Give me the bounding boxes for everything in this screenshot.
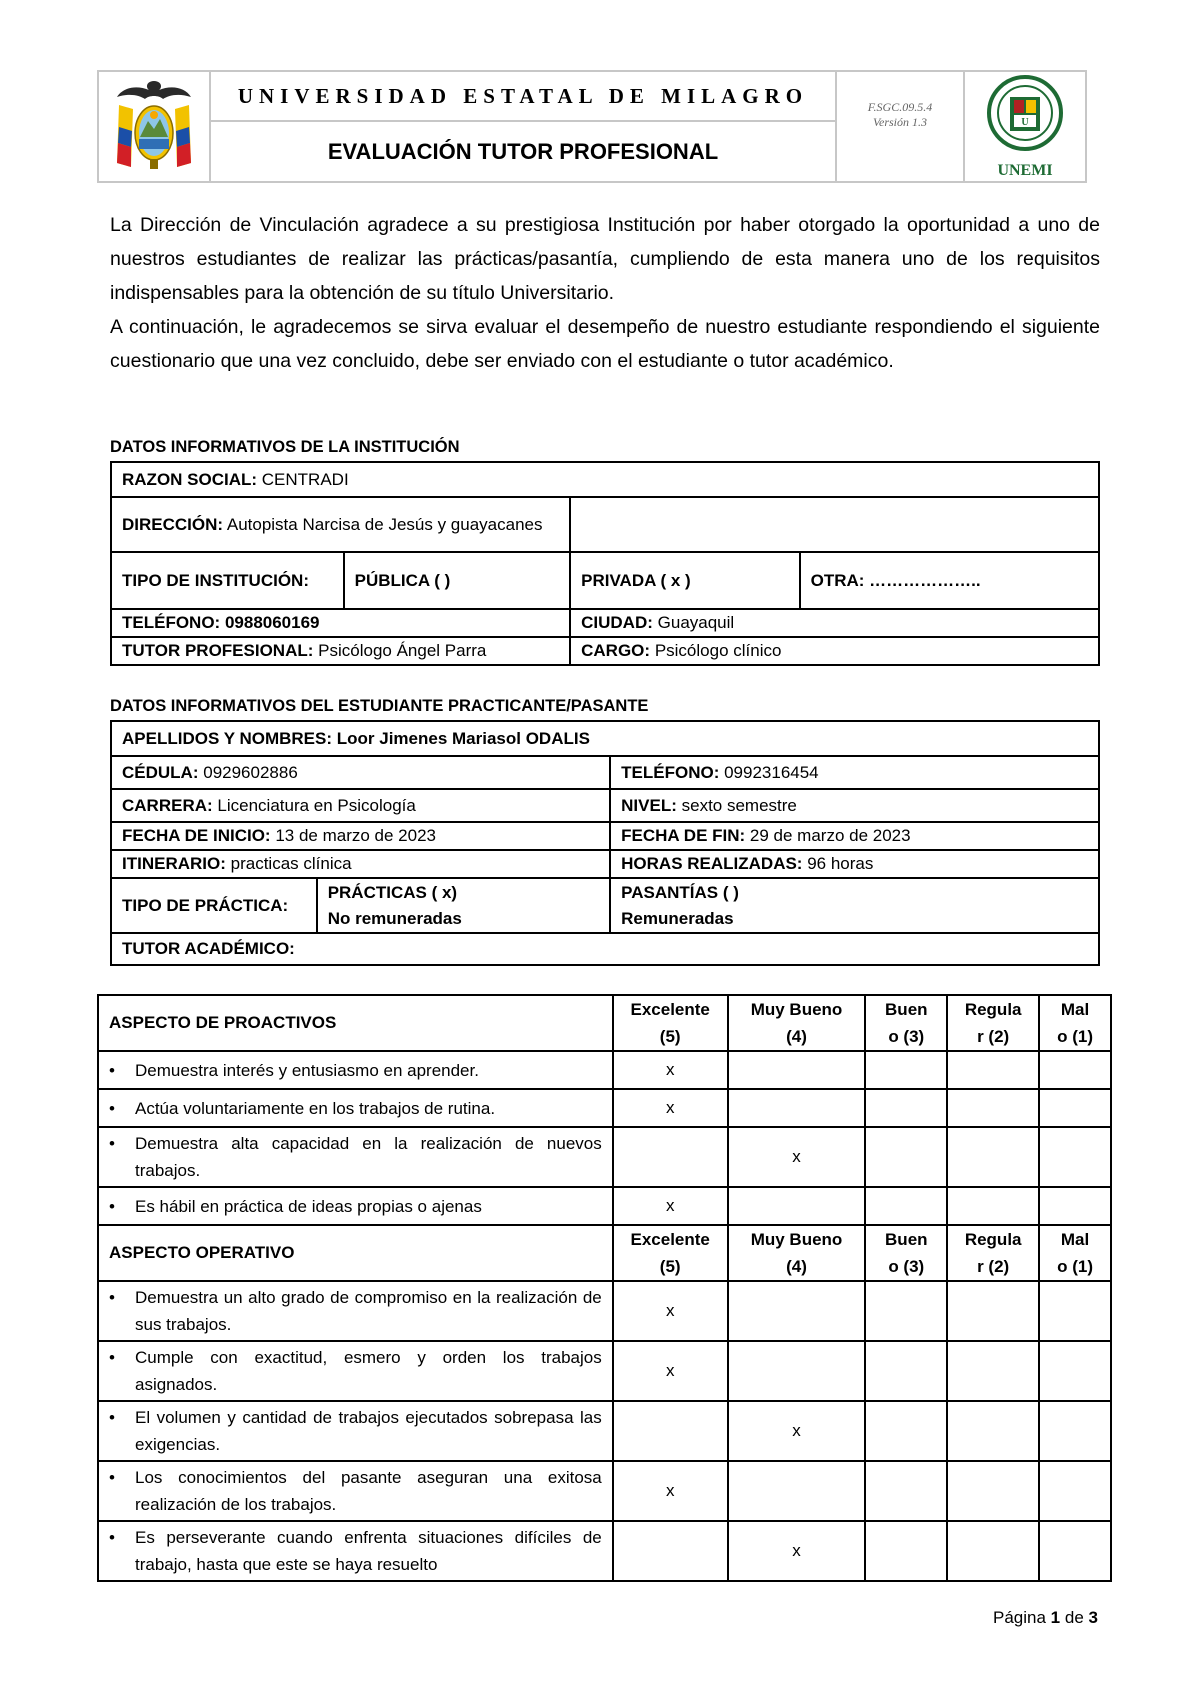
rating-muy-bueno-cell[interactable] [728, 1461, 866, 1521]
criterion-cell [98, 1461, 613, 1521]
itinerario-value: practicas clínica [230, 854, 352, 873]
criterion-text: El volumen y cantidad de trabajos ejecutados sobrepasa las exigencias. [135, 1408, 602, 1454]
rating-mark: x [665, 1060, 675, 1079]
fecha-fin-cell [610, 822, 1099, 850]
header-muy-bueno-label: Muy Bueno [750, 1000, 843, 1019]
rating-mark: x [665, 1196, 675, 1215]
pasantias-cell [610, 878, 1099, 933]
page-total: 3 [1088, 1608, 1098, 1627]
cargo-label: CARGO: [581, 641, 651, 660]
header-regular [947, 1225, 1039, 1281]
otra-option: OTRA: ……………….. [810, 570, 981, 590]
doc-code-text: F.SGC.09.5.4 [867, 100, 933, 114]
header-excelente-label: Excelente [630, 1000, 710, 1019]
pasantias-sub: Remuneradas [621, 908, 734, 928]
criterion-text: Demuestra un alto grado de compromiso en la realización de sus trabajos. [135, 1288, 602, 1334]
direccion-value: Autopista Narcisa de Jesús y guayacanes [226, 514, 543, 534]
cargo-value: Psicólogo clínico [654, 641, 782, 660]
criterion-cell [98, 1401, 613, 1461]
bullet-icon: • [109, 1348, 115, 1367]
rating-excelente-cell[interactable] [613, 1187, 728, 1225]
rating-regular-cell[interactable] [947, 1521, 1039, 1581]
bullet-icon: • [109, 1408, 115, 1427]
evaluation-row [98, 1089, 1111, 1127]
rating-bueno-cell[interactable] [865, 1461, 947, 1521]
tutor-profesional-value: Psicólogo Ángel Parra [318, 641, 487, 660]
pasantias-option: PASANTÍAS ( ) [621, 882, 739, 902]
evaluation-row [98, 1051, 1111, 1089]
header-excelente-score: (5) [659, 1027, 681, 1046]
page-current: 1 [1050, 1608, 1061, 1627]
operative-title: ASPECTO OPERATIVO [98, 1225, 613, 1281]
rating-regular-cell[interactable] [947, 1051, 1039, 1089]
tipo-institucion-cell [111, 552, 344, 609]
page-of: de [1064, 1608, 1084, 1627]
rating-malo-cell[interactable] [1039, 1089, 1111, 1127]
rating-bueno-cell[interactable] [865, 1127, 947, 1187]
rating-malo-cell[interactable] [1039, 1051, 1111, 1089]
rating-regular-cell[interactable] [947, 1461, 1039, 1521]
header-excelente-label: Excelente [630, 1230, 710, 1249]
fecha-inicio-value: 13 de marzo de 2023 [275, 826, 436, 845]
rating-excelente-cell[interactable] [613, 1341, 728, 1401]
nivel-cell [610, 789, 1099, 822]
ciudad-value: Guayaquil [657, 613, 735, 632]
criterion-cell [98, 1281, 613, 1341]
evaluation-row [98, 1281, 1111, 1341]
bullet-icon: • [109, 1134, 115, 1153]
institution-table [110, 461, 1100, 666]
svg-text:U: U [1021, 117, 1029, 128]
rating-regular-cell[interactable] [947, 1127, 1039, 1187]
rating-bueno-cell[interactable] [865, 1401, 947, 1461]
form-title: EVALUACIÓN TUTOR PROFESIONAL [210, 121, 836, 182]
direccion-empty-cell [570, 497, 1099, 552]
institution-section-title: DATOS INFORMATIVOS DE LA INSTITUCIÓN [110, 438, 460, 456]
header-regular-score: r (2) [977, 1027, 1010, 1046]
rating-malo-cell[interactable] [1039, 1187, 1111, 1225]
nivel-label: NIVEL: [621, 795, 677, 815]
evaluation-row [98, 1341, 1111, 1401]
header-muy-bueno-score: (4) [786, 1257, 807, 1276]
header-bueno-score: o (3) [888, 1027, 925, 1046]
doc-version-text: Versión 1.3 [873, 115, 927, 129]
rating-malo-cell[interactable] [1039, 1401, 1111, 1461]
header-muy-bueno [728, 995, 866, 1051]
privada-option: PRIVADA ( x ) [581, 570, 691, 590]
header-bueno-score: o (3) [888, 1257, 925, 1276]
fecha-inicio-cell [111, 822, 610, 850]
rating-regular-cell[interactable] [947, 1341, 1039, 1401]
rating-mark: x [792, 1541, 801, 1560]
document-header [97, 70, 1087, 183]
rating-mark: x [792, 1421, 801, 1440]
privada-cell [570, 552, 799, 609]
itinerario-label: ITINERARIO: [122, 854, 226, 873]
header-bueno-label: Buen [885, 1000, 928, 1019]
tipo-institucion-label: TIPO DE INSTITUCIÓN: [122, 570, 309, 590]
rating-mark: x [665, 1481, 675, 1500]
header-muy-bueno [728, 1225, 866, 1281]
fecha-fin-value: 29 de marzo de 2023 [749, 826, 911, 845]
coat-of-arms-logo [98, 71, 210, 182]
header-malo-label: Mal [1060, 1230, 1090, 1249]
rating-muy-bueno-cell[interactable] [728, 1187, 866, 1225]
nombres-label: APELLIDOS Y NOMBRES: [122, 728, 333, 748]
otra-cell [800, 552, 1099, 609]
rating-bueno-cell[interactable] [865, 1051, 947, 1089]
criterion-text: Es perseverante cuando enfrenta situaciones difíciles de trabajo, hasta que este se haya resuelto [135, 1528, 602, 1574]
criterion-cell [98, 1521, 613, 1581]
carrera-cell [111, 789, 610, 822]
rating-bueno-cell[interactable] [865, 1521, 947, 1581]
rating-bueno-cell[interactable] [865, 1187, 947, 1225]
student-telefono-value: 0992316454 [724, 762, 819, 782]
tutor-academico-label: TUTOR ACADÉMICO: [122, 939, 295, 958]
tipo-practica-cell [111, 878, 317, 933]
header-regular [947, 995, 1039, 1051]
cedula-label: CÉDULA: [122, 762, 199, 782]
cedula-cell [111, 756, 610, 789]
bullet-icon: • [109, 1060, 115, 1080]
header-bueno [865, 995, 947, 1051]
intro-paragraph-2: A continuación, le agradecemos se sirva evaluar el desempeño de nuestro estudiante respondiendo el siguiente cuestionario que una vez concluido, debe ser enviado con el estudiante o tutor académico. [110, 316, 1100, 372]
itinerario-cell [111, 850, 610, 878]
criterion-cell [98, 1341, 613, 1401]
rating-malo-cell[interactable] [1039, 1521, 1111, 1581]
publica-option: PÚBLICA ( ) [354, 570, 451, 590]
horas-cell [610, 850, 1099, 878]
cedula-value: 0929602886 [203, 762, 298, 782]
header-excelente [613, 995, 728, 1051]
rating-excelente-cell[interactable] [613, 1281, 728, 1341]
tutor-profesional-cell [111, 637, 570, 665]
rating-malo-cell[interactable] [1039, 1127, 1111, 1187]
institution-telefono-label: TELÉFONO: [122, 613, 221, 632]
bullet-icon: • [109, 1098, 115, 1118]
horas-value: 96 horas [807, 854, 874, 873]
header-excelente [613, 1225, 728, 1281]
rating-excelente-cell[interactable] [613, 1461, 728, 1521]
rating-muy-bueno-cell[interactable] [728, 1401, 866, 1461]
horas-label: HORAS REALIZADAS: [621, 854, 803, 873]
proactive-title: ASPECTO DE PROACTIVOS [98, 995, 613, 1051]
rating-bueno-cell[interactable] [865, 1281, 947, 1341]
student-table [110, 720, 1100, 966]
criterion-cell [98, 1051, 613, 1089]
bullet-icon: • [109, 1528, 115, 1547]
bullet-icon: • [109, 1288, 115, 1307]
unemi-seal-icon [980, 73, 1070, 171]
intro-paragraph-1: La Dirección de Vinculación agradece a su prestigiosa Institución por haber otorgado la oportunidad a uno de nuestros estudiantes de realizar las prácticas/pasantía, cumpliendo de esta manera uno de los requisitos indispensables para la obtención de su título Universitario. [110, 214, 1100, 304]
rating-mark: x [665, 1098, 675, 1117]
document-code [836, 71, 964, 182]
rating-muy-bueno-cell[interactable] [728, 1051, 866, 1089]
direccion-cell [111, 497, 570, 552]
rating-mark: x [665, 1361, 675, 1380]
rating-muy-bueno-cell[interactable] [728, 1089, 866, 1127]
razon-social-cell [111, 462, 1099, 497]
proactive-section [98, 995, 1111, 1225]
practicas-sub: No remuneradas [327, 908, 462, 928]
rating-mark: x [665, 1301, 675, 1320]
student-telefono-label: TELÉFONO: [621, 762, 720, 782]
criterion-text: Cumple con exactitud, esmero y orden los trabajos asignados. [135, 1348, 602, 1394]
rating-muy-bueno-cell[interactable] [728, 1281, 866, 1341]
tutor-profesional-label: TUTOR PROFESIONAL: [122, 641, 314, 660]
institution-telefono-cell [111, 609, 570, 637]
rating-malo-cell[interactable] [1039, 1461, 1111, 1521]
rating-excelente-cell[interactable] [613, 1127, 728, 1187]
rating-excelente-cell[interactable] [613, 1401, 728, 1461]
ecuador-coat-of-arms-icon [111, 75, 197, 173]
header-bueno [865, 1225, 947, 1281]
carrera-label: CARRERA: [122, 795, 213, 815]
header-malo-score: o (1) [1057, 1027, 1093, 1046]
criterion-text: Es hábil en práctica de ideas propias o ajenas [135, 1196, 482, 1216]
fecha-inicio-label: FECHA DE INICIO: [122, 826, 271, 845]
page-footer [993, 1608, 1098, 1628]
header-bueno-label: Buen [885, 1230, 928, 1249]
tutor-academico-cell [111, 933, 1099, 965]
evaluation-row [98, 1401, 1111, 1461]
page-label: Página [993, 1608, 1046, 1627]
bullet-icon: • [109, 1196, 115, 1216]
header-muy-bueno-score: (4) [786, 1027, 807, 1046]
criterion-text: Demuestra alta capacidad en la realización de nuevos trabajos. [135, 1134, 602, 1180]
student-section-title: DATOS INFORMATIVOS DEL ESTUDIANTE PRACTICANTE/PASANTE [110, 697, 649, 715]
cargo-cell [570, 637, 1099, 665]
rating-muy-bueno-cell[interactable] [728, 1341, 866, 1401]
rating-excelente-cell[interactable] [613, 1521, 728, 1581]
practicas-cell [317, 878, 610, 933]
header-regular-score: r (2) [977, 1257, 1010, 1276]
criterion-cell [98, 1187, 613, 1225]
university-name: UNIVERSIDAD ESTATAL DE MILAGRO [210, 71, 836, 121]
header-malo-score: o (1) [1057, 1257, 1093, 1276]
tipo-practica-label: TIPO DE PRÁCTICA: [122, 895, 289, 915]
criterion-text: Los conocimientos del pasante aseguran una exitosa realización de los trabajos. [135, 1468, 602, 1514]
evaluation-row [98, 1187, 1111, 1225]
rating-bueno-cell[interactable] [865, 1089, 947, 1127]
rating-regular-cell[interactable] [947, 1281, 1039, 1341]
header-muy-bueno-label: Muy Bueno [750, 1230, 843, 1249]
criterion-text: Demuestra interés y entusiasmo en aprender. [135, 1060, 479, 1080]
evaluation-row [98, 1127, 1111, 1187]
rating-mark: x [792, 1147, 801, 1166]
rating-excelente-cell[interactable] [613, 1051, 728, 1089]
rating-regular-cell[interactable] [947, 1089, 1039, 1127]
rating-bueno-cell[interactable] [865, 1341, 947, 1401]
bullet-icon: • [109, 1468, 115, 1487]
institution-telefono-value: 0988060169 [224, 613, 320, 632]
rating-muy-bueno-cell[interactable] [728, 1521, 866, 1581]
unemi-seal [964, 71, 1086, 182]
ciudad-label: CIUDAD: [581, 613, 653, 632]
rating-malo-cell[interactable] [1039, 1281, 1111, 1341]
ciudad-cell [570, 609, 1099, 637]
evaluation-table [97, 994, 1112, 1582]
practicas-option: PRÁCTICAS ( x) [327, 882, 458, 902]
razon-social-label: RAZON SOCIAL: [122, 469, 258, 489]
criterion-cell [98, 1127, 613, 1187]
operative-section [98, 1225, 1111, 1581]
nombres-cell [111, 721, 1099, 756]
nivel-value: sexto semestre [681, 795, 797, 815]
carrera-value: Licenciatura en Psicología [217, 795, 416, 815]
rating-regular-cell[interactable] [947, 1401, 1039, 1461]
fecha-fin-label: FECHA DE FIN: [621, 826, 746, 845]
evaluation-row [98, 1521, 1111, 1581]
criterion-text: Actúa voluntariamente en los trabajos de rutina. [135, 1098, 496, 1118]
razon-social-value: CENTRADI [261, 469, 349, 489]
header-excelente-score: (5) [659, 1257, 681, 1276]
header-malo [1039, 995, 1111, 1051]
header-malo-label: Mal [1060, 1000, 1090, 1019]
seal-caption: UNEMI [997, 162, 1053, 179]
rating-malo-cell[interactable] [1039, 1341, 1111, 1401]
direccion-label: DIRECCIÓN: [122, 514, 224, 534]
operative-header-row [98, 1225, 1111, 1281]
evaluation-row [98, 1461, 1111, 1521]
header-regular-label: Regula [964, 1230, 1022, 1249]
rating-excelente-cell[interactable] [613, 1089, 728, 1127]
student-telefono-cell [610, 756, 1099, 789]
intro-text [110, 208, 1100, 378]
header-malo [1039, 1225, 1111, 1281]
criterion-cell [98, 1089, 613, 1127]
header-regular-label: Regula [964, 1000, 1022, 1019]
rating-regular-cell[interactable] [947, 1187, 1039, 1225]
publica-cell [344, 552, 571, 609]
proactive-header-row [98, 995, 1111, 1051]
rating-muy-bueno-cell[interactable] [728, 1127, 866, 1187]
nombres-value: Loor Jimenes Mariasol ODALIS [336, 728, 590, 748]
